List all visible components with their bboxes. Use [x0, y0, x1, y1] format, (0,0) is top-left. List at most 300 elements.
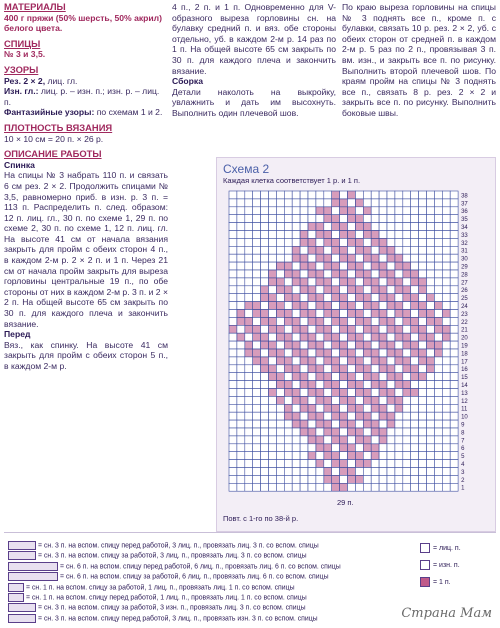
chart-cell: [308, 278, 316, 286]
legend-text: = сн. 6 п. на вспом. спицу за работой, 6 лиц. п., провязать лиц. 6 п. со вспом. спицы: [60, 573, 329, 581]
chart-cell: [229, 389, 237, 397]
chart-cell: [363, 389, 371, 397]
chart-cell: [395, 270, 403, 278]
chart-cell: [269, 412, 277, 420]
row-number: 16: [461, 367, 468, 374]
chart-cell: [284, 420, 292, 428]
chart-cell: [308, 325, 316, 333]
chart-cell: [276, 341, 284, 349]
chart-cell: [427, 278, 435, 286]
chart-cell: [332, 215, 340, 223]
chart-cell: [419, 270, 427, 278]
chart-cell: [411, 468, 419, 476]
chart-cell: [411, 420, 419, 428]
chart-cell: [427, 325, 435, 333]
chart-cell: [387, 317, 395, 325]
chart-cell: [292, 325, 300, 333]
chart-cell: [348, 483, 356, 491]
chart-cell: [245, 199, 253, 207]
chart-cell: [348, 278, 356, 286]
chart-cell: [284, 428, 292, 436]
chart-cell: [324, 262, 332, 270]
chart-cell: [371, 389, 379, 397]
chart-cell: [395, 310, 403, 318]
chart-cell: [395, 207, 403, 215]
chart-cell: [395, 341, 403, 349]
chart-cell: [442, 396, 450, 404]
chart-cell: [284, 286, 292, 294]
chart-cell: [276, 191, 284, 199]
chart-cell: [348, 444, 356, 452]
chart-cell: [253, 262, 261, 270]
chart-cell: [245, 412, 253, 420]
stitch-symbol-icon: [420, 560, 430, 570]
chart-cell: [450, 199, 458, 207]
chart-cell: [434, 468, 442, 476]
chart-cell: [245, 365, 253, 373]
chart-cell: [253, 199, 261, 207]
chart-cell: [371, 365, 379, 373]
chart-cell: [237, 436, 245, 444]
chart-cell: [332, 246, 340, 254]
chart-cell: [229, 452, 237, 460]
chart-cell: [308, 475, 316, 483]
chart-cell: [379, 357, 387, 365]
chart-cell: [292, 278, 300, 286]
row-number: 24: [461, 304, 468, 310]
chart-cell: [316, 373, 324, 381]
chart-cell: [292, 452, 300, 460]
chart-cell: [269, 325, 277, 333]
chart-cell: [332, 475, 340, 483]
chart-cell: [316, 246, 324, 254]
chart-cell: [379, 286, 387, 294]
chart-cell: [434, 341, 442, 349]
chart-cell: [379, 349, 387, 357]
chart-cell: [324, 468, 332, 476]
chart-cell: [284, 452, 292, 460]
chart-cell: [387, 475, 395, 483]
chart-cell: [348, 246, 356, 254]
chart-cell: [300, 302, 308, 310]
chart-cell: [411, 381, 419, 389]
chart-cell: [284, 444, 292, 452]
chart-cell: [403, 238, 411, 246]
needles-text: № 3 и 3,5.: [4, 49, 46, 60]
chart-cell: [292, 341, 300, 349]
chart-cell: [292, 310, 300, 318]
chart-cell: [229, 475, 237, 483]
chart-cell: [229, 246, 237, 254]
chart-cell: [395, 373, 403, 381]
chart-cell: [332, 389, 340, 397]
chart-cell: [324, 199, 332, 207]
chart-cell: [284, 317, 292, 325]
chart-cell: [332, 199, 340, 207]
chart-cell: [427, 254, 435, 262]
chart-cell: [363, 310, 371, 318]
chart-cell: [237, 396, 245, 404]
chart-cell: [434, 483, 442, 491]
chart-cell: [371, 396, 379, 404]
chart-cell: [316, 349, 324, 357]
row-number: 11: [461, 406, 468, 413]
chart-cell: [245, 420, 253, 428]
chart-cell: [316, 412, 324, 420]
chart-cell: [427, 310, 435, 318]
chart-cell: [308, 436, 316, 444]
chart-cell: [379, 223, 387, 231]
chart-cell: [253, 389, 261, 397]
chart-cell: [229, 349, 237, 357]
chart-cell: [300, 373, 308, 381]
chart-cell: [269, 207, 277, 215]
chart-cell: [324, 302, 332, 310]
chart-cell: [276, 294, 284, 302]
chart-cell: [324, 483, 332, 491]
chart-cell: [292, 238, 300, 246]
chart-cell: [276, 365, 284, 373]
chart-cell: [261, 389, 269, 397]
chart-cell: [340, 428, 348, 436]
chart-cell: [245, 389, 253, 397]
chart-cell: [261, 302, 269, 310]
chart-cell: [340, 302, 348, 310]
chart-cell: [434, 412, 442, 420]
chart-cell: [300, 207, 308, 215]
chart-cell: [269, 475, 277, 483]
chart-cell: [253, 270, 261, 278]
chart-cell: [363, 349, 371, 357]
chart-cell: [284, 396, 292, 404]
row-number: 10: [461, 414, 468, 421]
chart-cell: [340, 223, 348, 231]
chart-cell: [379, 270, 387, 278]
chart-cell: [419, 452, 427, 460]
chart-cell: [300, 396, 308, 404]
chart-cell: [411, 231, 419, 239]
chart-cell: [355, 389, 363, 397]
chart-cell: [419, 389, 427, 397]
chart-cell: [427, 412, 435, 420]
chart-cell: [300, 460, 308, 468]
text-column-2: [172, 2, 336, 119]
chart-cell: [253, 365, 261, 373]
chart-cell: [276, 460, 284, 468]
legend-row: [8, 541, 319, 550]
chart-cell: [276, 436, 284, 444]
chart-cell: [340, 325, 348, 333]
chart-cell: [245, 475, 253, 483]
chart-cell: [434, 207, 442, 215]
chart-cell: [332, 365, 340, 373]
row-number: 18: [461, 351, 468, 358]
chart-cell: [276, 420, 284, 428]
chart-cell: [371, 199, 379, 207]
chart-cell: [371, 191, 379, 199]
chart-cell: [292, 460, 300, 468]
patterns-heading: УЗОРЫ: [4, 63, 39, 75]
chart-cell: [316, 286, 324, 294]
chart-cell: [292, 389, 300, 397]
pattern-fancy: Фантазийные узоры: по схемам 1 и 2.: [4, 107, 163, 118]
chart-cell: [292, 428, 300, 436]
chart-cell: [292, 270, 300, 278]
chart-cell: [450, 428, 458, 436]
chart-cell: [300, 428, 308, 436]
chart-cell: [324, 436, 332, 444]
chart-cell: [442, 246, 450, 254]
chart-cell: [379, 444, 387, 452]
chart-cell: [332, 428, 340, 436]
chart-cell: [427, 262, 435, 270]
chart-cell: [253, 412, 261, 420]
chart-cell: [379, 254, 387, 262]
chart-cell: [348, 286, 356, 294]
chart-cell: [403, 333, 411, 341]
chart-cell: [411, 404, 419, 412]
chart-cell: [245, 286, 253, 294]
chart-cell: [387, 412, 395, 420]
chart-cell: [411, 341, 419, 349]
chart-cell: [284, 223, 292, 231]
chart-cell: [276, 468, 284, 476]
chart-cell: [300, 389, 308, 397]
chart-cell: [403, 191, 411, 199]
chart-cell: [245, 278, 253, 286]
row-number: 14: [461, 383, 468, 389]
chart-cell: [450, 396, 458, 404]
needles-heading: СПИЦЫ: [4, 37, 41, 49]
chart-cell: [427, 215, 435, 223]
chart-cell: [403, 207, 411, 215]
chart-cell: [300, 286, 308, 294]
chart-cell: [245, 404, 253, 412]
chart-cell: [371, 246, 379, 254]
chart-cell: [427, 468, 435, 476]
chart-cell: [269, 404, 277, 412]
chart-cell: [340, 381, 348, 389]
chart-cell: [379, 310, 387, 318]
chart-cell: [387, 254, 395, 262]
chart-cell: [261, 294, 269, 302]
chart-cell: [355, 246, 363, 254]
chart-cell: [308, 389, 316, 397]
chart-cell: [411, 333, 419, 341]
chart-cell: [340, 215, 348, 223]
chart-cell: [419, 191, 427, 199]
chart-cell: [300, 357, 308, 365]
chart-cell: [395, 199, 403, 207]
chart-cell: [442, 254, 450, 262]
chart-cell: [403, 278, 411, 286]
chart-cell: [253, 460, 261, 468]
chart-cell: [300, 349, 308, 357]
chart-cell: [371, 302, 379, 310]
chart-cell: [237, 286, 245, 294]
chart-cell: [411, 396, 419, 404]
chart-cell: [411, 436, 419, 444]
chart-cell: [371, 412, 379, 420]
chart-cell: [261, 286, 269, 294]
chart-cell: [292, 420, 300, 428]
chart-cell: [403, 262, 411, 270]
chart-cell: [395, 460, 403, 468]
chart-cell: [261, 349, 269, 357]
chart-cell: [403, 294, 411, 302]
chart-cell: [355, 317, 363, 325]
chart-cell: [324, 310, 332, 318]
chart-cell: [411, 302, 419, 310]
chart-cell: [332, 333, 340, 341]
chart-cell: [269, 436, 277, 444]
chart-cell: [403, 349, 411, 357]
chart-cell: [355, 278, 363, 286]
chart-cell: [276, 223, 284, 231]
chart-cell: [450, 238, 458, 246]
chart-cell: [300, 325, 308, 333]
chart-cell: [276, 404, 284, 412]
chart-cell: [229, 444, 237, 452]
chart-cell: [363, 246, 371, 254]
row-number: 5: [461, 454, 465, 461]
chart-cell: [253, 475, 261, 483]
chart-cell: [340, 436, 348, 444]
chart-cell: [324, 365, 332, 373]
chart-cell: [419, 444, 427, 452]
cable-symbol-icon: [8, 603, 36, 612]
chart-cell: [348, 302, 356, 310]
chart-cell: [411, 254, 419, 262]
chart-cell: [371, 444, 379, 452]
chart-cell: [300, 199, 308, 207]
chart-cell: [261, 246, 269, 254]
chart-cell: [340, 444, 348, 452]
chart-cell: [316, 278, 324, 286]
chart-cell: [308, 286, 316, 294]
chart-cell: [269, 373, 277, 381]
legend-text: = сн. 1 п. на вспом. спицу перед работой, 1 лиц. п., провязать лиц. 1 п. со вспом. спицы: [26, 594, 307, 602]
chart-cell: [316, 389, 324, 397]
chart-cell: [229, 381, 237, 389]
row-number: 25: [461, 296, 468, 303]
legend-row: [8, 614, 318, 623]
chart-cell: [387, 389, 395, 397]
chart-cell: [316, 207, 324, 215]
chart-cell: [253, 428, 261, 436]
chart-cell: [332, 412, 340, 420]
chart-cell: [450, 444, 458, 452]
chart-cell: [229, 396, 237, 404]
chart-cell: [450, 278, 458, 286]
chart-title: Схема 2: [223, 162, 270, 176]
chart-cell: [300, 278, 308, 286]
chart-cell: [237, 412, 245, 420]
chart-cell: [427, 341, 435, 349]
chart-cell: [371, 341, 379, 349]
chart-cell: [237, 215, 245, 223]
chart-cell: [419, 231, 427, 239]
row-number: 15: [461, 375, 468, 382]
chart-cell: [387, 215, 395, 223]
chart-cell: [324, 238, 332, 246]
chart-cell: [284, 483, 292, 491]
chart-cell: [427, 381, 435, 389]
chart-cell: [371, 317, 379, 325]
chart-cell: [229, 191, 237, 199]
chart-cell: [411, 310, 419, 318]
chart-cell: [269, 444, 277, 452]
legend-symbol: [420, 543, 461, 553]
chart-cell: [387, 286, 395, 294]
chart-cell: [308, 468, 316, 476]
chart-cell: [403, 325, 411, 333]
chart-cell: [324, 333, 332, 341]
chart-cell: [284, 310, 292, 318]
chart-cell: [387, 223, 395, 231]
chart-cell: [332, 207, 340, 215]
chart-cell: [348, 460, 356, 468]
chart-cell: [434, 381, 442, 389]
chart-cell: [253, 436, 261, 444]
chart-cell: [403, 270, 411, 278]
chart-cell: [237, 468, 245, 476]
chart-cell: [245, 444, 253, 452]
chart-cell: [395, 396, 403, 404]
row-number: 37: [461, 201, 468, 208]
chart-cell: [379, 365, 387, 373]
chart-cell: [355, 341, 363, 349]
chart-cell: [403, 215, 411, 223]
chart-cell: [324, 191, 332, 199]
chart-cell: [434, 444, 442, 452]
chart-cell: [442, 373, 450, 381]
chart-cell: [411, 191, 419, 199]
chart-cell: [371, 381, 379, 389]
chart-cell: [284, 460, 292, 468]
chart-cell: [387, 310, 395, 318]
chart-cell: [261, 310, 269, 318]
chart-cell: [371, 483, 379, 491]
chart-cell: [355, 396, 363, 404]
chart-cell: [269, 460, 277, 468]
chart-cell: [292, 373, 300, 381]
chart-cell: [434, 396, 442, 404]
chart-cell: [434, 294, 442, 302]
chart-cell: [427, 302, 435, 310]
chart-cell: [411, 428, 419, 436]
chart-cell: [379, 460, 387, 468]
chart-cell: [308, 199, 316, 207]
chart-cell: [276, 483, 284, 491]
chart-cell: [261, 468, 269, 476]
chart-cell: [261, 428, 269, 436]
chart-cell: [419, 420, 427, 428]
chart-cell: [316, 483, 324, 491]
chart-cell: [292, 262, 300, 270]
chart-cell: [387, 262, 395, 270]
chart-cell: [355, 357, 363, 365]
chart-cell: [363, 278, 371, 286]
chart-cell: [371, 254, 379, 262]
chart-cell: [253, 396, 261, 404]
chart-cell: [237, 349, 245, 357]
chart-cell: [395, 278, 403, 286]
chart-cell: [450, 349, 458, 357]
chart-cell: [332, 302, 340, 310]
chart-cell: [450, 246, 458, 254]
chart-cell: [245, 215, 253, 223]
